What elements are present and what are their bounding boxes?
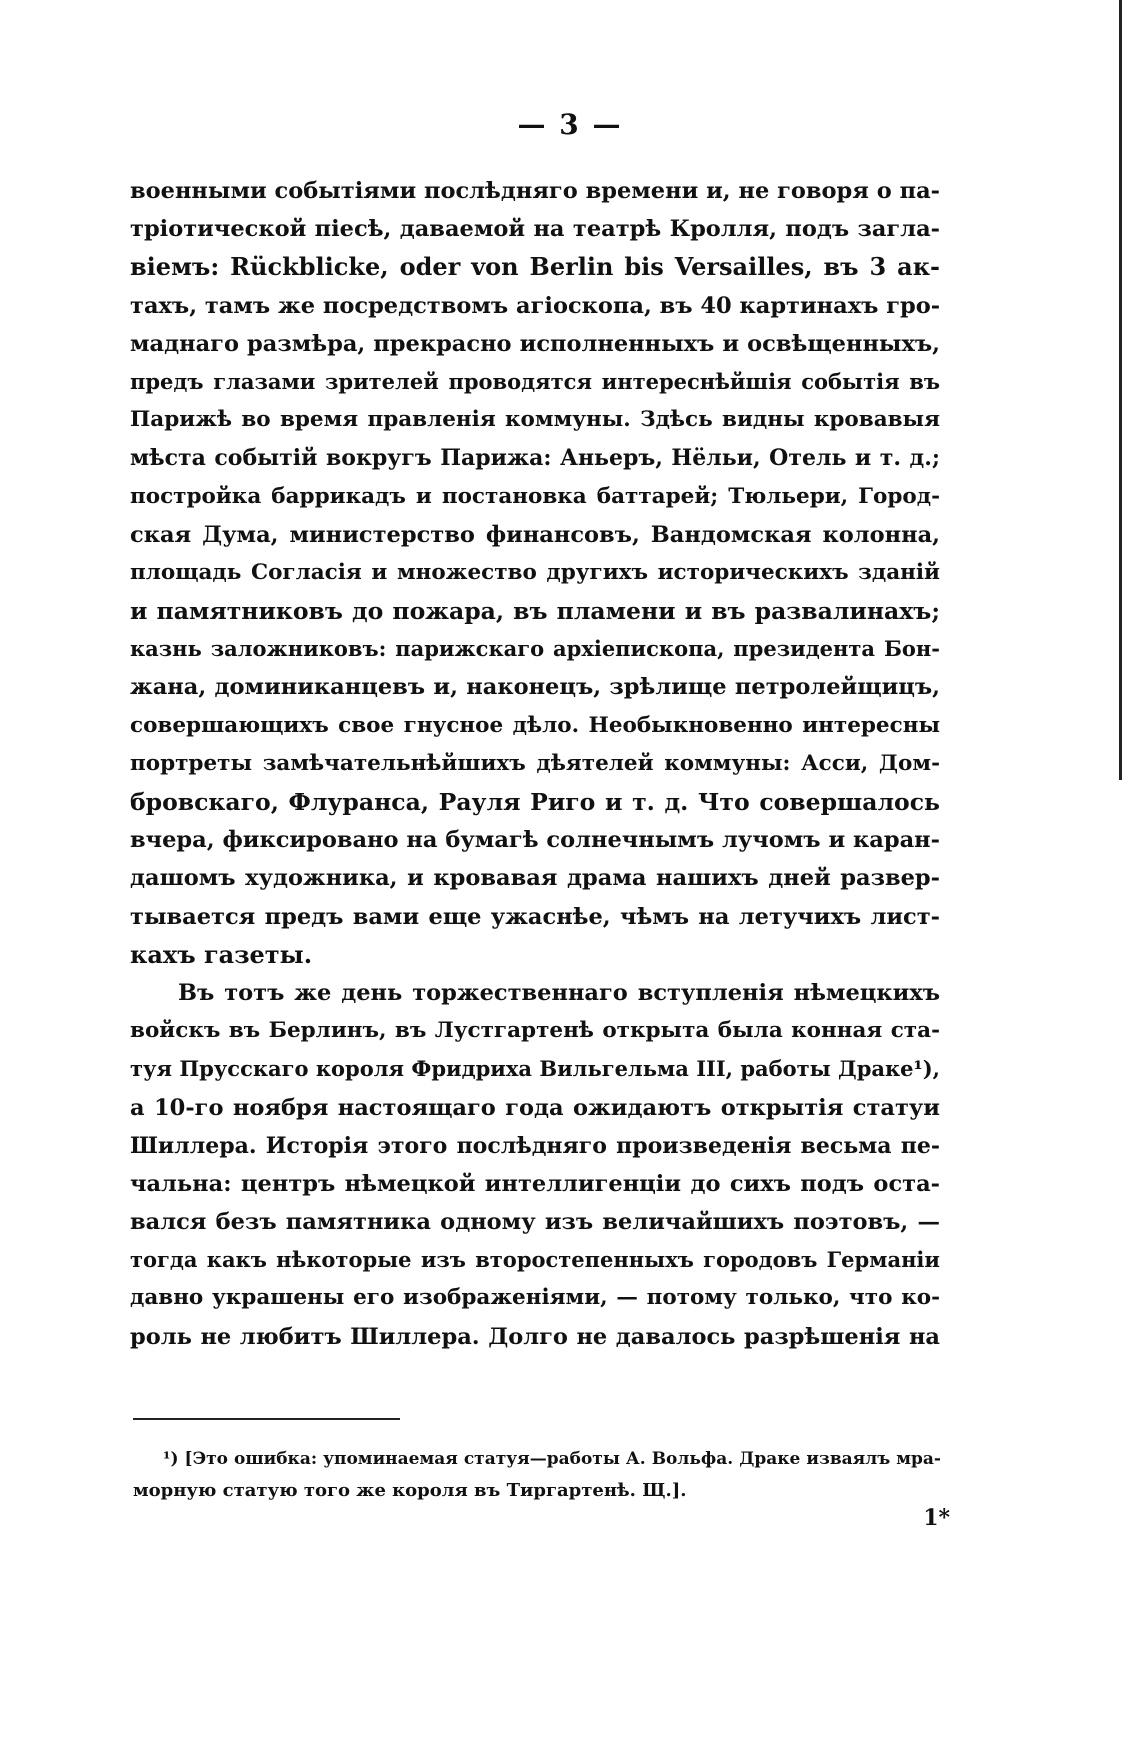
text-line: жана, доминиканцевъ и, наконецъ, зрѣлище петролейщицъ, — [130, 674, 940, 701]
text-line: туя Прусскаго короля Фридриха Вильгельма III, работы Драке¹), — [130, 1056, 940, 1082]
text-line: чальна: центръ нѣмецкой интеллигенціи до сихъ подъ оста- — [130, 1170, 940, 1197]
text-line: віемъ: Rückblicke, oder von Berlin bis Versailles, въ 3 ак- — [130, 252, 940, 282]
text-line: маднаго размѣра, прекрасно исполненныхъ и освѣщенныхъ, — [130, 330, 940, 357]
text-line: постройка баррикадъ и постановка баттарей; Тюльери, Город- — [130, 483, 940, 509]
text-line: Парижѣ во время правленія коммуны. Здѣсь видны кровавыя — [130, 407, 940, 433]
text-line: роль не любитъ Шиллера. Долго не давалось разрѣшенія на — [130, 1323, 940, 1350]
text-line: тахъ, тамъ же посредствомъ агіоскопа, въ 40 картинахъ гро- — [130, 292, 941, 319]
text-line: тывается предъ вами еще ужаснѣе, чѣмъ на летучихъ лист- — [130, 903, 940, 930]
text-line: Въ тотъ же день торжественнаго вступленія нѣмецкихъ — [178, 979, 940, 1006]
page-number: — 3 — — [517, 108, 623, 141]
text-line: давно украшены его изображеніями, — потому только, что ко- — [130, 1285, 940, 1311]
text-line: тріотической піесѣ, даваемой на театрѣ Кролля, подъ загла- — [130, 216, 940, 243]
text-line: вался безъ памятника одному изъ величайшихъ поэтовъ, — — [130, 1209, 940, 1236]
text-line: ская Дума, министерство финансовъ, Вандомская колонна, — [130, 521, 940, 548]
text-line: Шиллера. Исторія этого послѣдняго произведенія весьма пе- — [130, 1132, 940, 1159]
text-line: и памятниковъ до пожара, въ пламени и въ развалинахъ; — [130, 597, 940, 626]
footnote — [133, 1443, 941, 1507]
text-line: а 10-го ноября настоящаго года ожидаютъ открытія статуи — [130, 1094, 940, 1121]
text-line: тогда какъ нѣкоторые изъ второстепенныхъ городовъ Германіи — [130, 1247, 940, 1273]
text-line: предъ глазами зрителей проводятся интереснѣйшія событія въ — [130, 368, 940, 394]
text-line: бровскаго, Флуранса, Рауля Риго и т. д. Что совершалось — [130, 788, 940, 816]
text-line: портреты замѣчательнѣйшихъ дѣятелей коммуны: Асси, Дом- — [130, 750, 940, 776]
text-line: дашомъ художника, и кровавая драма нашихъ дней развер- — [130, 865, 940, 892]
text-line: войскъ въ Берлинъ, въ Лустгартенѣ открыта была конная ста- — [130, 1018, 940, 1044]
paragraph-2 — [130, 974, 940, 1356]
text-line: совершающихъ свое гнусное дѣло. Необыкновенно интересны — [130, 712, 940, 738]
signature-mark: 1* — [923, 1505, 950, 1531]
text-line: кахъ газеты. — [130, 939, 313, 969]
text-line: площадь Согласія и множество другихъ историческихъ зданій — [130, 559, 940, 585]
paragraph-1 — [130, 172, 940, 974]
footnote-line: морную статую того же короля въ Тиргартенѣ. Щ.]. — [133, 1480, 687, 1501]
text-line: мѣста событій вокругъ Парижа: Аньеръ, Нёльи, Отель и т. д.; — [130, 445, 940, 472]
text-line: вчера, фиксировано на бумагѣ солнечнымъ лучомъ и каран- — [130, 827, 940, 854]
text-line: казнь заложниковъ: парижскаго архіепископа, президента Бон- — [130, 636, 940, 662]
footnote-line: ¹) [Это ошибка: упоминаемая статуя—работы А. Вольфа. Драке изваялъ мра- — [163, 1449, 941, 1469]
footnote-divider — [133, 1418, 400, 1420]
body-text — [130, 172, 940, 1356]
text-line: военными событіями послѣдняго времени и, не говоря о па- — [130, 178, 940, 204]
